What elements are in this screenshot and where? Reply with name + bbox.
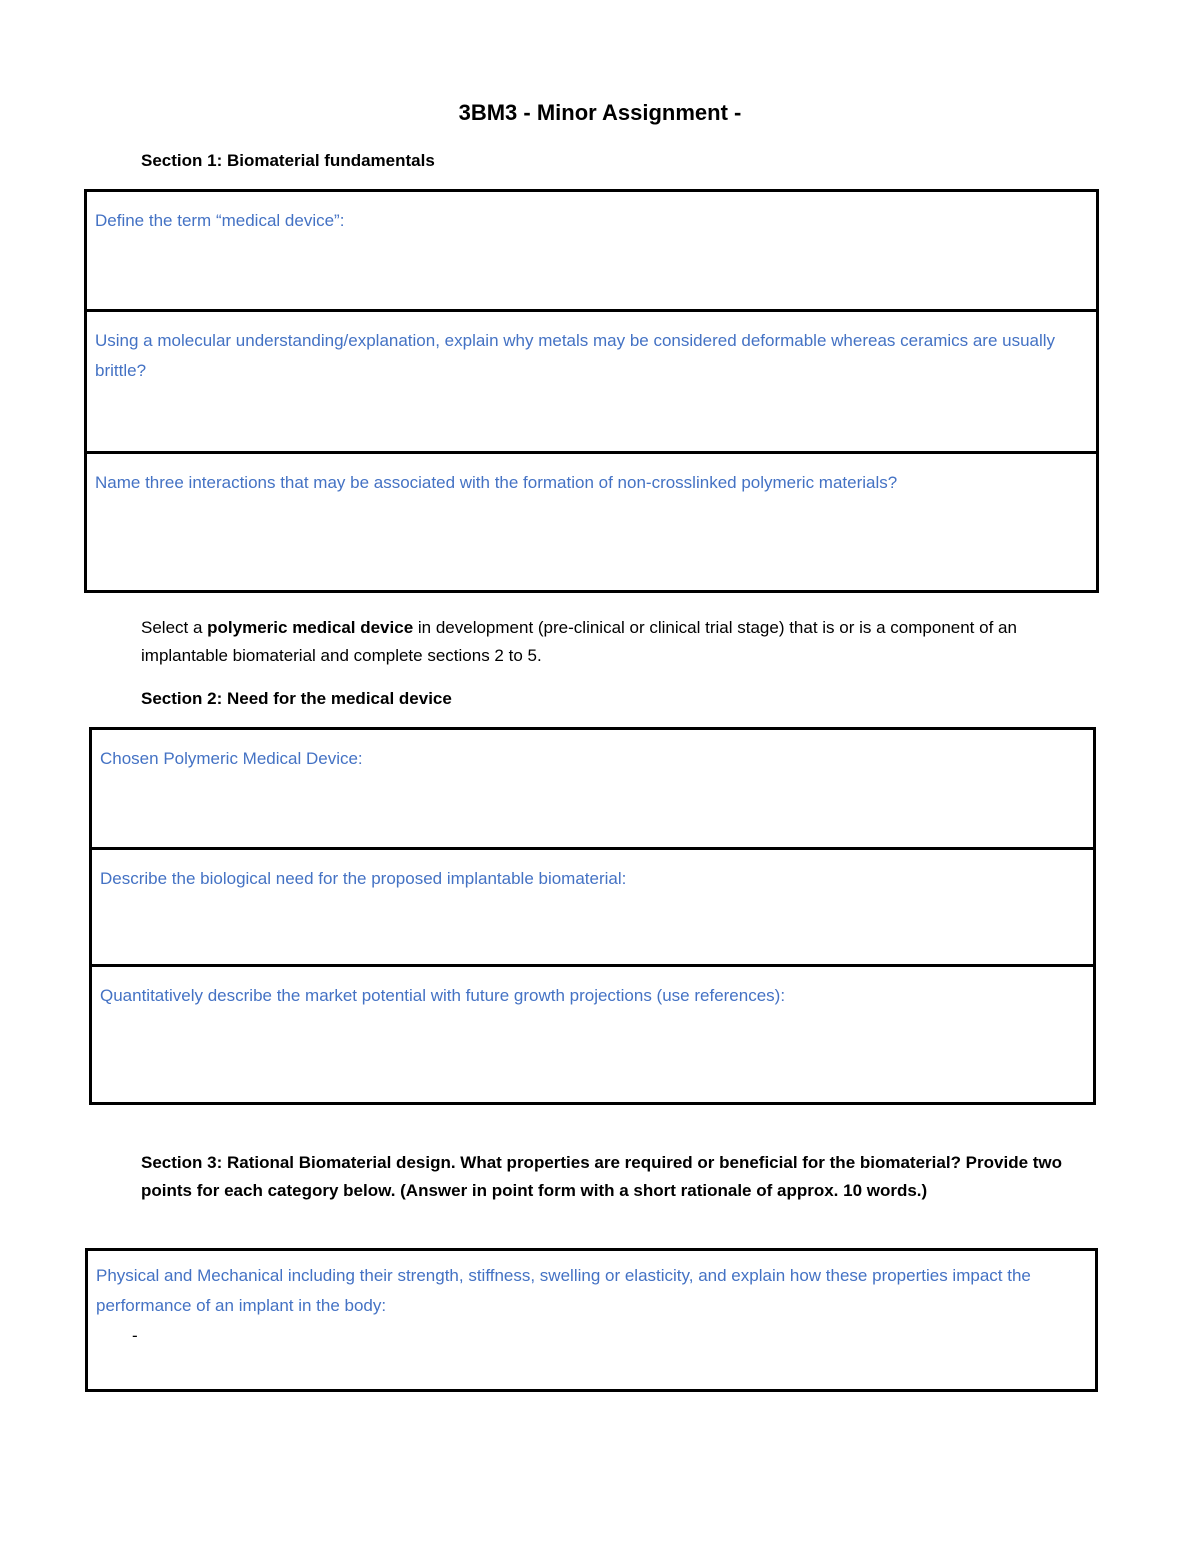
section-1-row[interactable] bbox=[87, 309, 1096, 451]
question-prompt: Chosen Polymeric Medical Device: bbox=[100, 749, 363, 768]
section-3-heading: Section 3: Rational Biomaterial design. What properties are required or beneficial for the biomaterial? Provide two points for each category below. (Answer in point form with a short rationale of approx. 10 words.) bbox=[141, 1153, 1063, 1200]
question-prompt: Name three interactions that may be associated with the formation of non-crosslinked polymeric materials? bbox=[95, 473, 898, 492]
question-prompt: Describe the biological need for the proposed implantable biomaterial: bbox=[100, 869, 627, 888]
page-title: 3BM3 - Minor Assignment - bbox=[458, 100, 742, 125]
section-1-heading: Section 1: Biomaterial fundamentals bbox=[141, 151, 435, 170]
question-prompt: Quantitatively describe the market potential with future growth projections (use references): bbox=[100, 986, 786, 1005]
question-prompt: Define the term “medical device”: bbox=[95, 211, 345, 230]
instruction-paragraph bbox=[141, 614, 1041, 670]
section-3-table bbox=[85, 1248, 1098, 1392]
section-3-row[interactable] bbox=[88, 1251, 1095, 1389]
instruction-emphasis: polymeric medical device bbox=[207, 618, 414, 637]
section-2-table bbox=[89, 727, 1096, 1105]
section-2-row[interactable] bbox=[92, 847, 1093, 964]
instruction-text: in development (pre-clinical or clinical trial stage) that is or is a component of an implantable biomaterial and complete sections 2 to 5. bbox=[141, 618, 1017, 665]
question-prompt: Using a molecular understanding/explanation, explain why metals may be considered deformable whereas ceramics are usually brittle? bbox=[95, 331, 1056, 380]
section-2-row[interactable] bbox=[92, 964, 1093, 1102]
bullet-dash: - bbox=[132, 1326, 138, 1345]
question-prompt: Physical and Mechanical including their strength, stiffness, swelling or elasticity, and explain how these properties impact the performance of an implant in the body: bbox=[96, 1266, 1031, 1315]
section-1-row[interactable] bbox=[87, 192, 1096, 309]
section-1-row[interactable] bbox=[87, 451, 1096, 590]
section-1-table bbox=[84, 189, 1099, 593]
instruction-text: Select a bbox=[141, 618, 208, 637]
section-2-row[interactable] bbox=[92, 730, 1093, 847]
section-2-heading: Section 2: Need for the medical device bbox=[141, 689, 452, 708]
